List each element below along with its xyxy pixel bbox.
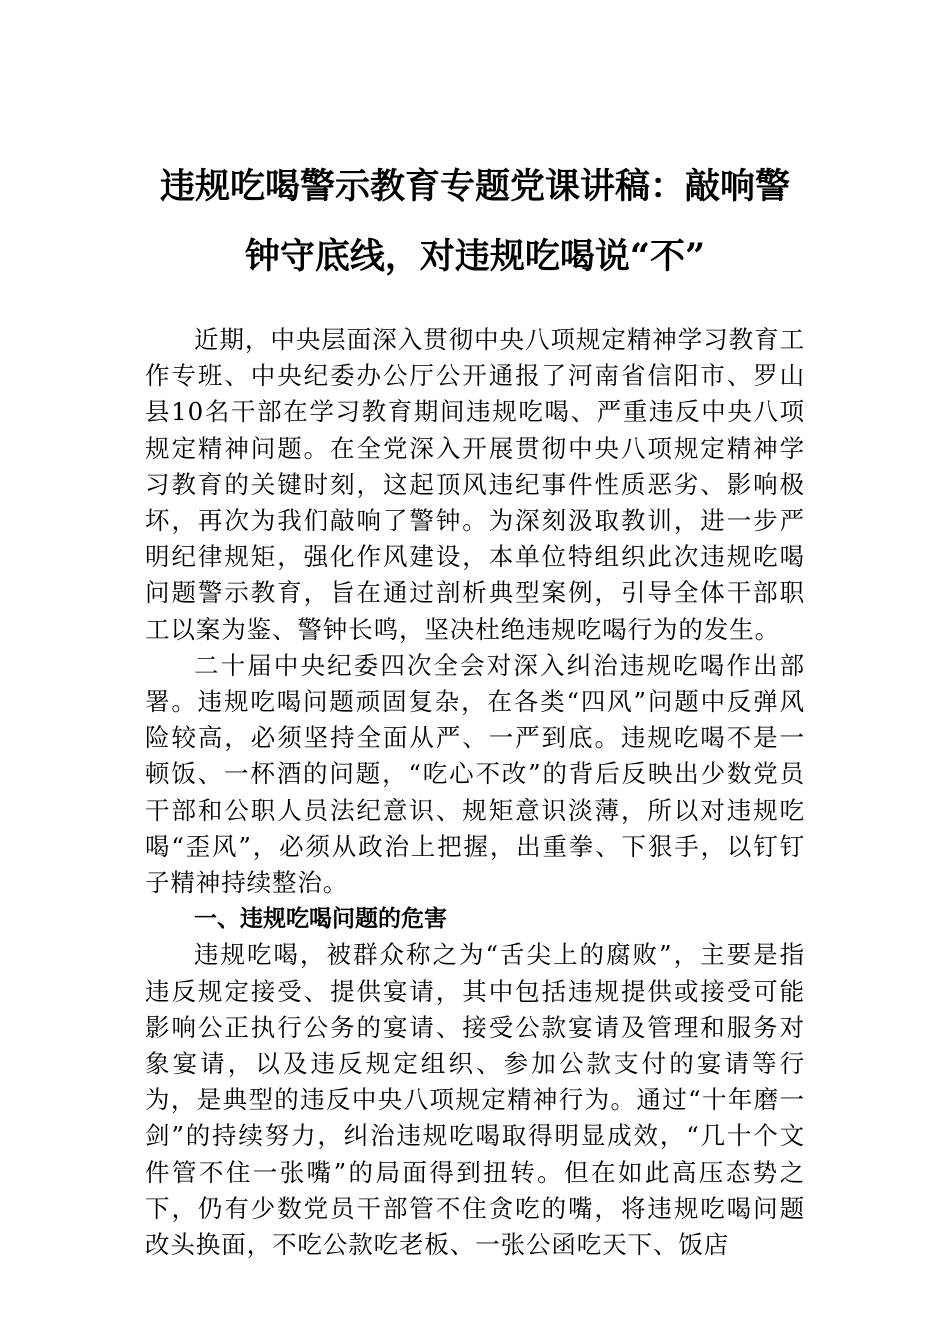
title-line-1: 违规吃喝警示教育专题党课讲稿：敲响警 bbox=[159, 166, 790, 207]
document-body bbox=[145, 322, 805, 1263]
paragraph-deployment: 二十届中央纪委四次全会对深入纠治违规吃喝作出部署。违规吃喝问题顽固复杂，在各类“四风”问题中反弹风险较高，必须坚持全面从严、一严到底。违规吃喝不是一顿饭、一杯酒的问题，“吃心不改”的背后反映出少数党员干部和公职人员法纪意识、规矩意识淡薄，所以对违规吃喝“歪风”，必须从政治上把握，出重拳、下狠手，以钉钉子精神持续整治。 bbox=[145, 650, 805, 898]
section-heading: 一、违规吃喝问题的危害 bbox=[194, 906, 447, 933]
paragraph-harm: 违规吃喝，被群众称之为“舌尖上的腐败”，主要是指违反规定接受、提供宴请，其中包括违规提供或接受可能影响公正执行公务的宴请、接受公款宴请及管理和服务对象宴请，以及违反规定组织、参加公款支付的宴请等行为，是典型的违反中央八项规定精神行为。通过“十年磨一剑”的持续努力，纠治违规吃喝取得明显成效，“几十个文件管不住一张嘴”的局面得到扭转。但在如此高压态势之下，仍有少数党员干部管不住贪吃的嘴，将违规吃喝问题改头换面，不吃公款吃老板、一张公函吃天下、饭店 bbox=[145, 940, 805, 1260]
document-title bbox=[140, 152, 810, 292]
title-line-2: 钟守底线，对违规吃喝说“不” bbox=[244, 236, 706, 277]
paragraph-intro: 近期，中央层面深入贯彻中央八项规定精神学习教育工作专班、中央纪委办公厅公开通报了河南省信阳市、罗山县10名干部在学习教育期间违规吃喝、严重违反中央八项规定精神问题。在全党深入开展贯彻中央八项规定精神学习教育的关键时刻，这起顶风违纪事件性质恶劣、影响极坏，再次为我们敲响了警钟。为深刻汲取教训，进一步严明纪律规矩，强化作风建设，本单位特组织此次违规吃喝问题警示教育，旨在通过剖析典型案例，引导全体干部职工以案为鉴、警钟长鸣，坚决杜绝违规吃喝行为的发生。 bbox=[145, 325, 805, 644]
